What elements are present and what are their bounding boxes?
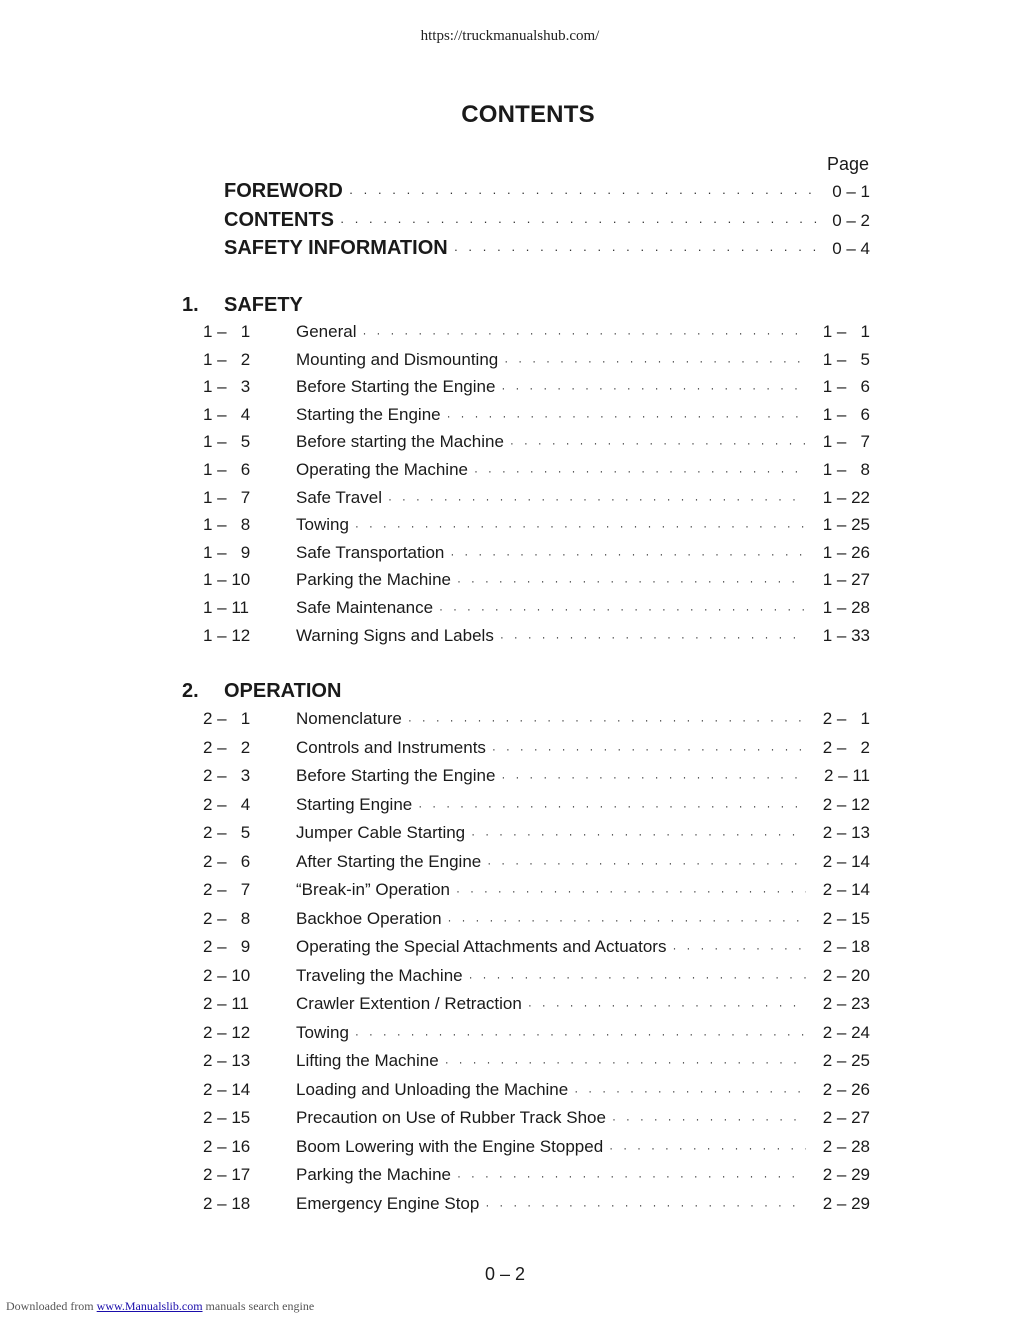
toc-entry-page: 1 – 25 [822, 515, 870, 535]
toc-entry[interactable] [203, 1108, 870, 1134]
toc-entry-title: Controls and Instruments [296, 737, 486, 757]
dot-leader [408, 713, 806, 727]
toc-entry[interactable] [203, 626, 870, 652]
dot-leader [528, 998, 806, 1012]
toc-entry-number: 1 – 6 [203, 460, 251, 479]
toc-entry[interactable] [203, 350, 870, 376]
toc-entry-page: 1 – 8 [822, 460, 870, 479]
toc-entry-page: 2 – 14 [822, 880, 870, 899]
toc-entry-page: 2 – 11 [823, 766, 870, 785]
toc-entry-title: Crawler Extention / Retraction [296, 994, 522, 1013]
toc-entry-title: Lifting the Machine [296, 1051, 439, 1070]
toc-entry-page: 2 – 18 [822, 937, 870, 956]
dot-leader [500, 630, 806, 644]
toc-entry[interactable] [203, 1051, 870, 1077]
toc-entry-page: 1 – 33 [822, 625, 870, 645]
toc-entry[interactable] [203, 543, 870, 569]
toc-entry-title: Mounting and Dismounting [296, 349, 499, 369]
toc-entry[interactable] [203, 432, 870, 458]
toc-entry-page: 1 – 22 [822, 487, 870, 507]
toc-entry[interactable] [203, 966, 870, 992]
toc-entry-page: 2 – 28 [822, 1136, 870, 1156]
toc-entry-page: 2 – 24 [822, 1022, 870, 1042]
toc-entry-number: 2 – 2 [203, 737, 251, 757]
toc-entry-page: 1 – 28 [822, 598, 870, 617]
toc-entry-number: 2 – 11 [203, 994, 250, 1013]
dot-leader [355, 519, 806, 533]
toc-entry-number: 2 – 1 [203, 709, 251, 728]
toc-entry-title: “Break-in” Operation [296, 880, 451, 899]
toc-entry-page: 2 – 25 [822, 1051, 870, 1070]
toc-entry-number: 1 – 10 [203, 570, 251, 590]
toc-entry[interactable] [203, 570, 870, 596]
toc-entry[interactable] [203, 488, 870, 514]
dot-leader [609, 1141, 806, 1155]
toc-entry-title: CONTENTS [224, 209, 334, 231]
toc-entry-page: 1 – 5 [822, 349, 870, 369]
toc-entry-page: 2 – 1 [822, 709, 870, 728]
toc-entry[interactable] [203, 405, 870, 431]
toc-entry-page: 0 – 2 [832, 211, 870, 230]
toc-entry-number: 1 – 7 [203, 487, 251, 507]
dot-leader [362, 326, 806, 340]
dot-leader [388, 492, 806, 506]
toc-entry-title: Operating the Special Attachments and Actuators [296, 937, 667, 956]
toc-entry-title: Before Starting the Engine [296, 377, 496, 397]
toc-entry-number: 2 – 4 [203, 794, 251, 814]
section-number: 1. [182, 294, 199, 316]
toc-entry-page: 1 – 6 [822, 377, 870, 397]
dot-leader [574, 1084, 806, 1098]
toc-entry-title: Warning Signs and Labels [296, 625, 494, 645]
toc-entry-number: 1 – 4 [203, 404, 251, 424]
toc-entry-title: Emergency Engine Stop [296, 1193, 480, 1213]
toc-entry-page: 2 – 15 [822, 908, 870, 928]
toc-entry-page: 1 – 6 [822, 404, 870, 424]
dot-leader [485, 1198, 806, 1212]
toc-entry-number: 1 – 5 [203, 432, 251, 452]
toc-entry[interactable] [203, 322, 870, 348]
toc-entry-title: Before Starting the Engine [296, 766, 496, 785]
toc-entry-title: After Starting the Engine [296, 851, 482, 871]
dot-leader [612, 1112, 806, 1126]
toc-entry-number: 1 – 12 [203, 625, 251, 645]
toc-entry-number: 2 – 12 [203, 1022, 251, 1042]
dot-leader [457, 574, 806, 588]
toc-entry-page: 1 – 1 [822, 322, 870, 341]
toc-entry-number: 2 – 5 [203, 823, 251, 842]
toc-entry-title: Towing [296, 1022, 349, 1042]
toc-entry-title: Safe Transportation [296, 542, 445, 562]
dot-leader [501, 770, 806, 784]
toc-entry[interactable] [203, 852, 870, 878]
dot-leader [474, 464, 806, 478]
toc-entry-title: Starting the Engine [296, 404, 441, 424]
toc-entry-number: 2 – 17 [203, 1165, 251, 1184]
toc-entry-number: 1 – 11 [203, 598, 250, 617]
section-heading-operation [182, 680, 341, 703]
footer-download-note [6, 1299, 314, 1314]
toc-entry-title: Traveling the Machine [296, 965, 463, 985]
toc-entry-page: 2 – 14 [822, 851, 870, 871]
dot-leader [418, 799, 806, 813]
toc-entry-number: 2 – 6 [203, 851, 251, 871]
section-title: SAFETY [224, 294, 303, 316]
dot-leader [448, 913, 806, 927]
toc-entry[interactable] [203, 1194, 870, 1220]
toc-entry-number: 2 – 15 [203, 1108, 251, 1127]
toc-entry-title: Towing [296, 515, 349, 535]
toc-entry[interactable] [203, 1165, 870, 1191]
toc-entry-page: 1 – 7 [822, 432, 870, 452]
toc-entry-number: 2 – 13 [203, 1051, 251, 1070]
toc-entry-page: 1 – 26 [822, 542, 870, 562]
toc-entry-title: Safe Travel [296, 487, 382, 507]
toc-entry[interactable] [203, 823, 870, 849]
section-title: OPERATION [224, 680, 342, 702]
dot-leader [492, 742, 806, 756]
dot-leader [349, 185, 820, 200]
toc-entry-title: Jumper Cable Starting [296, 823, 466, 842]
toc-entry-page: 2 – 26 [822, 1079, 870, 1099]
dot-leader [454, 242, 820, 257]
toc-entry-number: 2 – 9 [203, 937, 251, 956]
toc-entry-page: 2 – 27 [822, 1108, 870, 1127]
toc-entry-page: 2 – 29 [822, 1193, 870, 1213]
dot-leader [672, 941, 806, 955]
toc-entry-title: FOREWORD [224, 180, 343, 202]
dot-leader [456, 884, 806, 898]
toc-entry-title: Starting Engine [296, 794, 413, 814]
toc-entry-title: Before starting the Machine [296, 432, 504, 452]
download-suffix: manuals search engine [205, 1299, 315, 1313]
section-number: 2. [182, 680, 199, 702]
toc-entry-page: 1 – 27 [822, 570, 870, 590]
dot-leader [447, 409, 806, 423]
toc-entry[interactable] [203, 738, 870, 764]
dot-leader [504, 354, 806, 368]
toc-entry-page: 2 – 29 [822, 1165, 870, 1184]
toc-entry-number: 2 – 7 [203, 880, 251, 899]
dot-leader [501, 381, 806, 395]
toc-entry-title: SAFETY INFORMATION [224, 237, 448, 259]
toc-entry-page: 2 – 23 [822, 994, 870, 1013]
toc-front-matter-safety-information[interactable] [224, 237, 870, 265]
dot-leader [469, 970, 806, 984]
toc-entry[interactable] [203, 1137, 870, 1163]
dot-leader [457, 1169, 806, 1183]
toc-entry-number: 2 – 18 [203, 1193, 251, 1213]
toc-entry-number: 1 – 1 [203, 322, 251, 341]
toc-entry[interactable] [203, 795, 870, 821]
toc-entry-title: Safe Maintenance [296, 598, 434, 617]
footer-page-number: 0 – 2 [484, 1264, 526, 1284]
toc-entry-page: 0 – 1 [832, 182, 870, 201]
toc-entry-number: 1 – 2 [203, 349, 251, 369]
toc-entry[interactable] [203, 515, 870, 541]
toc-entry-number: 2 – 3 [203, 766, 251, 785]
toc-entry[interactable] [203, 880, 870, 906]
toc-entry-title: General [296, 322, 357, 341]
section-heading-safety [182, 294, 303, 317]
toc-entry-page: 2 – 12 [822, 794, 870, 814]
toc-entry[interactable] [203, 377, 870, 403]
toc-entry-title: Boom Lowering with the Engine Stopped [296, 1136, 604, 1156]
toc-entry[interactable] [203, 598, 870, 624]
toc-entry[interactable] [203, 460, 870, 486]
toc-entry-page: 2 – 20 [822, 965, 870, 985]
toc-entry-title: Nomenclature [296, 709, 402, 728]
dot-leader [340, 214, 820, 229]
page-title: CONTENTS [461, 101, 595, 128]
dot-leader [439, 602, 806, 616]
toc-entry-number: 2 – 16 [203, 1136, 251, 1156]
toc-entry-number: 2 – 8 [203, 908, 251, 928]
toc-entry-title: Loading and Unloading the Machine [296, 1079, 569, 1099]
toc-entry-number: 2 – 10 [203, 965, 251, 985]
toc-entry[interactable] [203, 937, 870, 963]
dot-leader [471, 827, 806, 841]
dot-leader [487, 856, 806, 870]
toc-entry[interactable] [203, 766, 870, 792]
toc-entry-title: Backhoe Operation [296, 908, 442, 928]
dot-leader [510, 436, 806, 450]
toc-entry-number: 2 – 14 [203, 1079, 251, 1099]
download-prefix: Downloaded from [6, 1299, 94, 1313]
dot-leader [355, 1027, 806, 1041]
toc-front-matter-contents[interactable] [224, 209, 870, 237]
toc-entry-page: 2 – 13 [822, 823, 870, 842]
dot-leader [450, 547, 806, 561]
toc-entry[interactable] [203, 1023, 870, 1049]
toc-front-matter-foreword[interactable] [224, 180, 870, 208]
toc-entry-page: 0 – 4 [832, 239, 870, 258]
toc-entry[interactable] [203, 909, 870, 935]
toc-entry-title: Parking the Machine [296, 1165, 451, 1184]
manualslib-link[interactable]: www.Manualslib.com [96, 1299, 203, 1313]
toc-entry[interactable] [203, 1080, 870, 1106]
toc-entry-title: Operating the Machine [296, 460, 468, 479]
toc-entry[interactable] [203, 709, 870, 735]
toc-entry-title: Precaution on Use of Rubber Track Shoe [296, 1108, 606, 1127]
toc-entry-number: 1 – 8 [203, 515, 251, 535]
page-column-label: Page [826, 154, 869, 174]
dot-leader [445, 1055, 806, 1069]
toc-entry[interactable] [203, 994, 870, 1020]
toc-entry-number: 1 – 3 [203, 377, 251, 397]
toc-entry-number: 1 – 9 [203, 542, 251, 562]
toc-entry-title: Parking the Machine [296, 570, 451, 590]
header-url: https://truckmanualshub.com/ [420, 28, 600, 44]
toc-entry-page: 2 – 2 [822, 737, 870, 757]
